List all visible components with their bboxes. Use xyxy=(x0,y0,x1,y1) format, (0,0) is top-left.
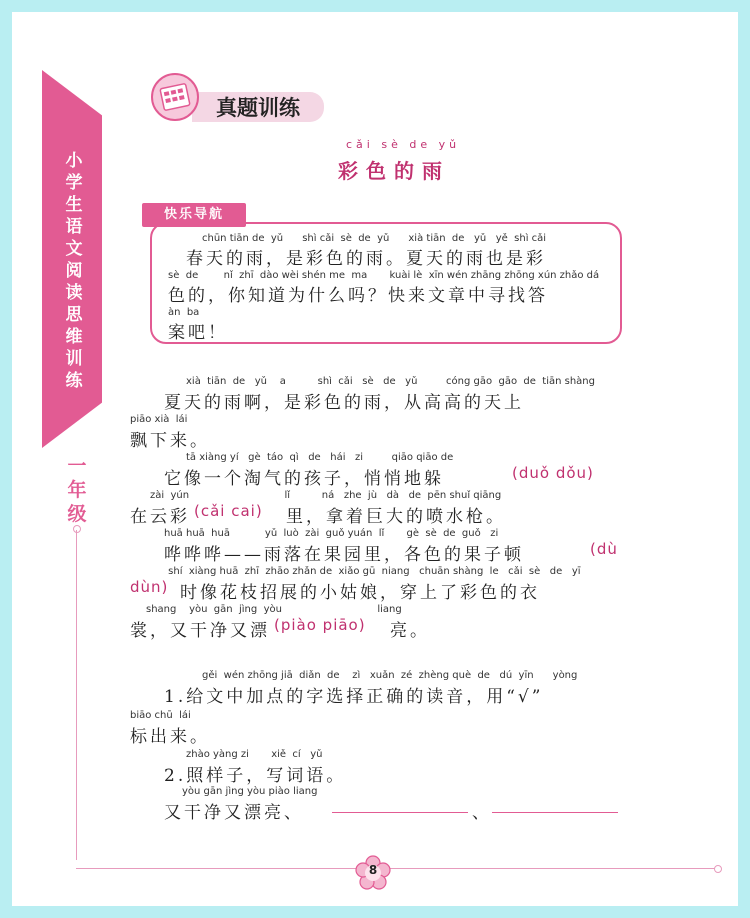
question2: 2.照样子，写词语。 xyxy=(164,766,347,786)
question1: 1.给文中加点的字选择正确的读音，用“√” xyxy=(164,687,544,707)
blank-separator: 、 xyxy=(472,803,492,823)
para5-pinyin: shí xiàng huā zhī zhāo zhǎn de xiǎo gū niang chuān shàng le cǎi sè de yī xyxy=(130,566,581,577)
guide-line3-pinyin: àn ba xyxy=(168,307,200,318)
example-phrase: 又干净又漂亮、 xyxy=(164,803,304,823)
page-number: 8 xyxy=(368,863,378,877)
reading-option-duo[interactable]: (duǒ dǒu) xyxy=(512,464,594,482)
guide-tag: 快乐导航 xyxy=(142,203,246,227)
bottom-rule xyxy=(76,868,716,869)
para3-pinyin: zài yún lǐ ná zhe jù dà de pēn shuǐ qiāng xyxy=(150,490,502,501)
answer-blank-1[interactable] xyxy=(332,812,468,813)
guide-line1: 春天的雨，是彩色的雨。夏天的雨也是彩 xyxy=(186,249,546,269)
para1-line1: 夏天的雨啊，是彩色的雨，从高高的天上 xyxy=(164,393,524,413)
para4-line1: 哗哗哗——雨落在果园里，各色的果子顿 xyxy=(164,545,524,565)
guide-line1-pinyin: chūn tiān de yǔ shì cǎi sè de yǔ xià tiān de yǔ yě shì cǎi xyxy=(202,233,547,244)
reading-option-dun-part2[interactable]: dùn) xyxy=(130,578,169,596)
para4-pinyin: huā huā huā yǔ luò zài guǒ yuán lǐ gè sè de guǒ zi xyxy=(164,528,499,539)
calculator-icon xyxy=(150,72,200,122)
reading-option-cai[interactable]: (cǎi cai) xyxy=(194,502,263,520)
guide-line2: 色的，你知道为什么吗？快来文章中寻找答 xyxy=(168,286,548,306)
question1-pinyin: gěi wén zhōng jiā diǎn de zì xuǎn zé zhèng què de dú yīn yòng xyxy=(202,670,578,681)
para6-pinyin: shang yòu gān jìng yòu liang xyxy=(146,604,402,615)
vertical-rule xyxy=(76,530,77,860)
para3-part1: 在云彩 xyxy=(130,507,190,527)
para5-line: 时像花枝招展的小姑娘，穿上了彩色的衣 xyxy=(180,583,540,603)
para6-part1: 裳，又干净又漂 xyxy=(130,621,270,641)
page-number-badge xyxy=(355,855,391,891)
question1-line2-pinyin: biāo chū lái xyxy=(130,710,191,721)
question1-line2: 标出来。 xyxy=(130,727,210,747)
grade-label: 一年级 xyxy=(67,455,87,525)
lesson-title-pinyin: cǎi sè de yǔ xyxy=(346,138,461,151)
line-dot xyxy=(714,865,722,873)
para1-line2-pinyin: piāo xià lái xyxy=(130,414,188,425)
lesson-title: 彩色的雨 xyxy=(338,159,450,183)
para1-line2: 飘下来。 xyxy=(130,431,210,451)
guide-line3: 案吧！ xyxy=(168,323,228,343)
para1-pinyin: xià tiān de yǔ a shì cǎi sè de yǔ cóng gāo gāo de tiān shàng xyxy=(186,376,595,387)
example-pinyin: yòu gān jìng yòu piào liang xyxy=(182,786,318,797)
reading-option-piao[interactable]: (piào piāo) xyxy=(274,616,366,634)
series-title: 小学生语文阅读思维训练 xyxy=(65,151,83,391)
answer-blank-2[interactable] xyxy=(492,812,618,813)
para3-part2: 里，拿着巨大的喷水枪。 xyxy=(286,507,506,527)
para2-line1: 它像一个淘气的孩子，悄悄地躲 xyxy=(164,469,444,489)
reading-option-dun-part1[interactable]: (dù xyxy=(590,540,618,558)
para6-part2: 亮。 xyxy=(390,621,430,641)
question2-pinyin: zhào yàng zi xiě cí yǔ xyxy=(186,749,323,760)
section-title: 真题训练 xyxy=(216,96,300,120)
para2-pinyin: tā xiàng yí gè táo qì de hái zi qiāo qiāo de xyxy=(186,452,454,463)
line-dot xyxy=(73,525,81,533)
guide-line2-pinyin: sè de nǐ zhī dào wèi shén me ma kuài lè xīn wén zhāng zhōng xún zhǎo dá xyxy=(168,270,600,281)
